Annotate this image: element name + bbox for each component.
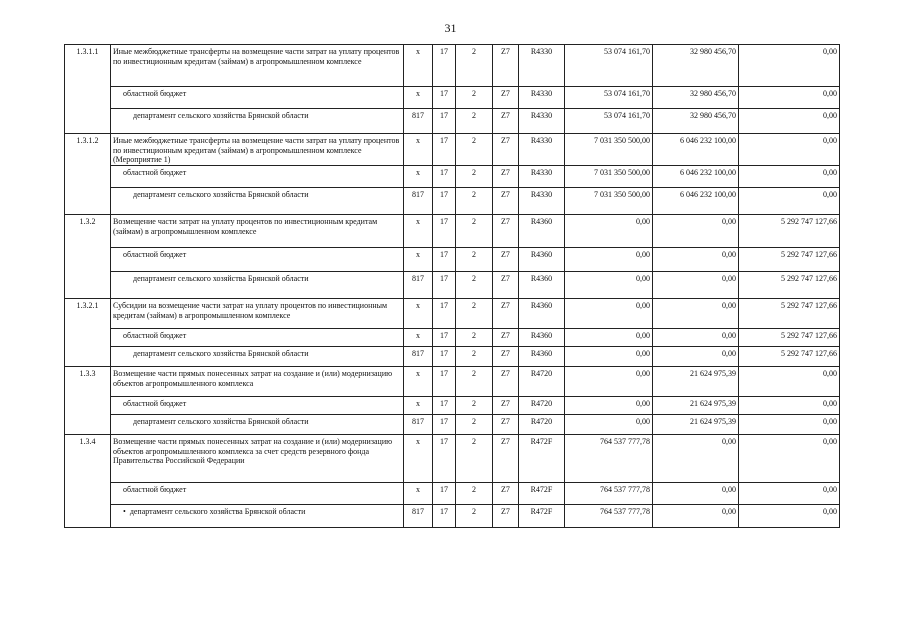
amount-year2-cell: 0,00 (653, 329, 739, 347)
description-cell (111, 415, 404, 435)
amount-year2-cell: 0,00 (653, 299, 739, 329)
program-code-cell: Z7 (493, 109, 519, 134)
admin-code-cell: х (404, 397, 433, 415)
amount-year2-cell: 6 046 232 100,00 (653, 188, 739, 215)
target-article-cell: R4720 (519, 397, 565, 415)
program-code-cell: Z7 (493, 134, 519, 166)
amount-year3-cell: 0,00 (739, 134, 840, 166)
program-code-cell: Z7 (493, 483, 519, 505)
amount-year1-cell: 0,00 (565, 272, 653, 299)
admin-code-cell: х (404, 367, 433, 397)
program-code-cell: Z7 (493, 329, 519, 347)
description-text: Возмещение части прямых понесенных затрат на создание и (или) модернизацию объектов агропромышленного комплекса (113, 369, 393, 388)
admin-code-cell: х (404, 87, 433, 109)
table-row (65, 299, 840, 329)
table-row (65, 215, 840, 248)
program-code-cell: Z7 (493, 435, 519, 483)
program-code-cell: Z7 (493, 367, 519, 397)
admin-code-cell: х (404, 215, 433, 248)
description-text: департамент сельского хозяйства Брянской области (133, 274, 309, 283)
amount-year2-cell: 21 624 975,39 (653, 415, 739, 435)
section-cell: 17 (433, 483, 456, 505)
amount-year3-cell: 0,00 (739, 45, 840, 87)
description-cell (111, 347, 404, 367)
amount-year1-cell: 764 537 777,78 (565, 505, 653, 528)
budget-table (64, 44, 840, 528)
amount-year1-cell: 7 031 350 500,00 (565, 188, 653, 215)
section-cell: 17 (433, 415, 456, 435)
amount-year3-cell: 0,00 (739, 109, 840, 134)
program-code-cell: Z7 (493, 166, 519, 188)
item-code-cell: 1.3.1.1 (65, 45, 111, 134)
amount-year3-cell: 5 292 747 127,66 (739, 248, 840, 272)
description-cell (111, 45, 404, 87)
amount-year2-cell: 6 046 232 100,00 (653, 166, 739, 188)
item-code-cell: 1.3.2 (65, 215, 111, 299)
amount-year2-cell: 0,00 (653, 248, 739, 272)
subsection-cell: 2 (456, 329, 493, 347)
target-article-cell: R4330 (519, 188, 565, 215)
admin-code-cell: х (404, 45, 433, 87)
admin-code-cell: х (404, 166, 433, 188)
amount-year1-cell: 0,00 (565, 347, 653, 367)
table-row (65, 134, 840, 166)
admin-code-cell: 817 (404, 188, 433, 215)
amount-year1-cell: 0,00 (565, 248, 653, 272)
admin-code-cell: 817 (404, 347, 433, 367)
description-cell (111, 188, 404, 215)
subsection-cell: 2 (456, 347, 493, 367)
admin-code-cell: х (404, 134, 433, 166)
admin-code-cell: 817 (404, 272, 433, 299)
amount-year1-cell: 7 031 350 500,00 (565, 134, 653, 166)
description-cell (111, 397, 404, 415)
amount-year2-cell: 21 624 975,39 (653, 397, 739, 415)
section-cell: 17 (433, 367, 456, 397)
target-article-cell: R4360 (519, 272, 565, 299)
description-cell (111, 299, 404, 329)
subsection-cell: 2 (456, 299, 493, 329)
program-code-cell: Z7 (493, 505, 519, 528)
table-row (65, 347, 840, 367)
table-row (65, 505, 840, 528)
section-cell: 17 (433, 188, 456, 215)
amount-year3-cell: 0,00 (739, 415, 840, 435)
amount-year2-cell: 32 980 456,70 (653, 45, 739, 87)
description-cell (111, 109, 404, 134)
amount-year1-cell: 53 074 161,70 (565, 87, 653, 109)
subsection-cell: 2 (456, 272, 493, 299)
amount-year3-cell: 0,00 (739, 87, 840, 109)
amount-year2-cell: 6 046 232 100,00 (653, 134, 739, 166)
admin-code-cell: х (404, 248, 433, 272)
section-cell: 17 (433, 272, 456, 299)
description-text: Возмещение части затрат на уплату процентов по инвестиционным кредитам (займам) в агропромышленном комплексе (113, 217, 378, 236)
subsection-cell: 2 (456, 45, 493, 87)
amount-year1-cell: 0,00 (565, 397, 653, 415)
description-cell (111, 87, 404, 109)
section-cell: 17 (433, 166, 456, 188)
description-cell (111, 329, 404, 347)
description-text: департамент сельского хозяйства Брянской области (133, 111, 309, 120)
target-article-cell: R472F (519, 435, 565, 483)
target-article-cell: R472F (519, 483, 565, 505)
program-code-cell: Z7 (493, 188, 519, 215)
subsection-cell: 2 (456, 415, 493, 435)
admin-code-cell: х (404, 483, 433, 505)
section-cell: 17 (433, 329, 456, 347)
program-code-cell: Z7 (493, 272, 519, 299)
program-code-cell: Z7 (493, 415, 519, 435)
amount-year1-cell: 0,00 (565, 367, 653, 397)
subsection-cell: 2 (456, 188, 493, 215)
amount-year2-cell: 0,00 (653, 347, 739, 367)
target-article-cell: R4720 (519, 415, 565, 435)
amount-year1-cell: 764 537 777,78 (565, 483, 653, 505)
amount-year1-cell: 0,00 (565, 329, 653, 347)
amount-year3-cell: 0,00 (739, 166, 840, 188)
description-cell (111, 435, 404, 483)
description-text: Иные межбюджетные трансферты на возмещение части затрат на уплату процентов по инвестиционным кредитам (займам) в агропромышленном комплексе (113, 47, 400, 66)
program-code-cell: Z7 (493, 299, 519, 329)
amount-year3-cell: 5 292 747 127,66 (739, 329, 840, 347)
description-text: Иные межбюджетные трансферты на возмещение части затрат на уплату процентов по инвестиционным кредитам (займам) в агропромышленном комплексе (Мероприятие 1) (113, 136, 400, 164)
amount-year3-cell: 5 292 747 127,66 (739, 272, 840, 299)
table-row (65, 329, 840, 347)
description-text: департамент сельского хозяйства Брянской области (129, 507, 306, 516)
subsection-cell: 2 (456, 87, 493, 109)
program-code-cell: Z7 (493, 347, 519, 367)
description-cell (111, 166, 404, 188)
amount-year3-cell: 5 292 747 127,66 (739, 215, 840, 248)
target-article-cell: R4360 (519, 215, 565, 248)
amount-year2-cell: 0,00 (653, 505, 739, 528)
admin-code-cell: 817 (404, 415, 433, 435)
table-row (65, 188, 840, 215)
section-cell: 17 (433, 505, 456, 528)
amount-year1-cell: 7 031 350 500,00 (565, 166, 653, 188)
table-row (65, 45, 840, 87)
table-row (65, 415, 840, 435)
section-cell: 17 (433, 45, 456, 87)
item-code-cell: 1.3.4 (65, 435, 111, 528)
section-cell: 17 (433, 134, 456, 166)
description-text: департамент сельского хозяйства Брянской области (133, 349, 309, 358)
program-code-cell: Z7 (493, 215, 519, 248)
target-article-cell: R4360 (519, 347, 565, 367)
table-body (65, 45, 840, 528)
target-article-cell: R4330 (519, 87, 565, 109)
amount-year2-cell: 0,00 (653, 272, 739, 299)
amount-year3-cell: 5 292 747 127,66 (739, 299, 840, 329)
description-cell (111, 248, 404, 272)
table-row (65, 435, 840, 483)
table-row (65, 397, 840, 415)
section-cell: 17 (433, 109, 456, 134)
description-text: областной бюджет (123, 89, 187, 98)
admin-code-cell: х (404, 329, 433, 347)
subsection-cell: 2 (456, 483, 493, 505)
target-article-cell: R4360 (519, 248, 565, 272)
description-cell (111, 483, 404, 505)
amount-year2-cell: 32 980 456,70 (653, 87, 739, 109)
subsection-cell: 2 (456, 166, 493, 188)
target-article-cell: R4720 (519, 367, 565, 397)
amount-year1-cell: 53 074 161,70 (565, 45, 653, 87)
admin-code-cell: 817 (404, 505, 433, 528)
target-article-cell: R4330 (519, 109, 565, 134)
amount-year3-cell: 0,00 (739, 483, 840, 505)
description-cell (111, 272, 404, 299)
section-cell: 17 (433, 397, 456, 415)
program-code-cell: Z7 (493, 397, 519, 415)
target-article-cell: R4360 (519, 299, 565, 329)
description-text: областной бюджет (123, 485, 187, 494)
amount-year3-cell: 0,00 (739, 397, 840, 415)
table-row (65, 166, 840, 188)
section-cell: 17 (433, 299, 456, 329)
target-article-cell: R472F (519, 505, 565, 528)
amount-year1-cell: 0,00 (565, 299, 653, 329)
description-text: департамент сельского хозяйства Брянской области (133, 417, 309, 426)
amount-year1-cell: 764 537 777,78 (565, 435, 653, 483)
subsection-cell: 2 (456, 109, 493, 134)
description-cell (111, 367, 404, 397)
amount-year1-cell: 53 074 161,70 (565, 109, 653, 134)
admin-code-cell: х (404, 299, 433, 329)
description-cell (111, 505, 404, 528)
program-code-cell: Z7 (493, 87, 519, 109)
admin-code-cell: 817 (404, 109, 433, 134)
section-cell: 17 (433, 435, 456, 483)
subsection-cell: 2 (456, 397, 493, 415)
subsection-cell: 2 (456, 215, 493, 248)
table-row (65, 248, 840, 272)
section-cell: 17 (433, 215, 456, 248)
amount-year3-cell: 0,00 (739, 505, 840, 528)
target-article-cell: R4330 (519, 166, 565, 188)
target-article-cell: R4330 (519, 134, 565, 166)
item-code-cell: 1.3.2.1 (65, 299, 111, 367)
description-text: департамент сельского хозяйства Брянской области (133, 190, 309, 199)
description-text: областной бюджет (123, 250, 187, 259)
amount-year3-cell: 0,00 (739, 367, 840, 397)
amount-year2-cell: 32 980 456,70 (653, 109, 739, 134)
table-row (65, 87, 840, 109)
program-code-cell: Z7 (493, 45, 519, 87)
description-text: областной бюджет (123, 399, 187, 408)
bullet-mark: • (123, 507, 126, 516)
table-row (65, 109, 840, 134)
section-cell: 17 (433, 248, 456, 272)
item-code-cell: 1.3.3 (65, 367, 111, 435)
description-text: областной бюджет (123, 331, 187, 340)
amount-year2-cell: 0,00 (653, 215, 739, 248)
table-row (65, 272, 840, 299)
section-cell: 17 (433, 87, 456, 109)
section-cell: 17 (433, 347, 456, 367)
subsection-cell: 2 (456, 505, 493, 528)
amount-year2-cell: 0,00 (653, 435, 739, 483)
subsection-cell: 2 (456, 134, 493, 166)
subsection-cell: 2 (456, 435, 493, 483)
description-text: Возмещение части прямых понесенных затрат на создание и (или) модернизацию объектов агропромышленного комплекса за счет средств резервного фонда Правительства Российской Федерации (113, 437, 393, 465)
subsection-cell: 2 (456, 367, 493, 397)
table-row (65, 483, 840, 505)
amount-year1-cell: 0,00 (565, 215, 653, 248)
amount-year3-cell: 0,00 (739, 435, 840, 483)
description-text: областной бюджет (123, 168, 187, 177)
description-cell (111, 134, 404, 166)
admin-code-cell: х (404, 435, 433, 483)
program-code-cell: Z7 (493, 248, 519, 272)
target-article-cell: R4330 (519, 45, 565, 87)
amount-year2-cell: 21 624 975,39 (653, 367, 739, 397)
amount-year2-cell: 0,00 (653, 483, 739, 505)
description-cell (111, 215, 404, 248)
subsection-cell: 2 (456, 248, 493, 272)
table-row (65, 367, 840, 397)
amount-year3-cell: 0,00 (739, 188, 840, 215)
amount-year1-cell: 0,00 (565, 415, 653, 435)
description-text: Субсидии на возмещение части затрат на уплату процентов по инвестиционным кредитам (займам) в агропромышленном комплексе (113, 301, 388, 320)
page-number: 31 (444, 21, 457, 35)
target-article-cell: R4360 (519, 329, 565, 347)
amount-year3-cell: 5 292 747 127,66 (739, 347, 840, 367)
item-code-cell: 1.3.1.2 (65, 134, 111, 215)
